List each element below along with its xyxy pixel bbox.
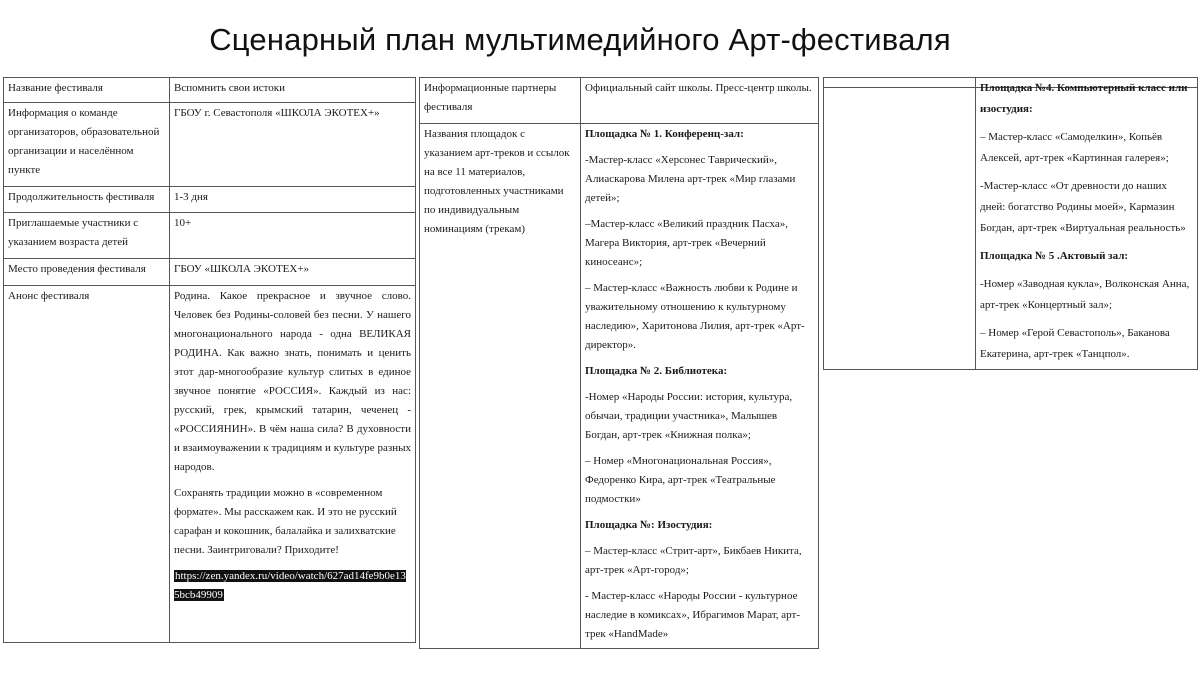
venue-item: – Мастер-класс «Стрит-арт», Бикбаев Никита, арт-трек «Арт-город»; — [585, 545, 802, 576]
table-row — [420, 124, 819, 649]
page-title: Сценарный план мультимедийного Арт-фестиваля — [209, 22, 951, 57]
venues-list — [976, 82, 1198, 370]
venues-table-continued — [823, 77, 1198, 370]
video-link[interactable]: https://zen.yandex.ru/video/watch/627ad14fe9b0e135bcb49909 — [174, 570, 406, 601]
row-value: Официальный сайт школы. Пресс-центр школы. — [581, 78, 819, 124]
table-row — [824, 88, 1198, 370]
announce-paragraph: Родина. Какое прекрасное и звучное слово. Человек без Родины-соловей без песни. У нашего многонационального народа - одна ВЕЛИКАЯ РОДИНА. Как важно знать, понимать и ценить этот дар-многообразие культур слитых в единое звучное понятие «РОССИЯ». Каждый из нас: русский, грек, крымский татарин, чеченец - «РОССИЯНИН». В чём наша сила? В духовности и взаимоуважении к традициям и культуре разных народов. — [174, 290, 411, 473]
venue-heading: Площадка №4. Компьютерный класс или изостудия: — [980, 82, 1188, 115]
venue-item: -Номер «Народы России: история, культура, обычаи, традиции участника», Малышев Богдан, арт-трек «Книжная полка»; — [585, 391, 793, 441]
empty-cell — [824, 88, 976, 370]
table-row — [4, 187, 416, 213]
empty-cell — [824, 78, 976, 88]
announce-paragraph: Сохранять традиции можно в «современном формате». Мы расскажем как. И это не русский сарафан и кокошник, балалайка и залихватские песни. Заинтриговали? Приходите! — [174, 487, 397, 556]
table-row — [4, 103, 416, 187]
row-value: 10+ — [170, 213, 416, 259]
row-label: Анонс фестиваля — [4, 286, 170, 643]
venues-list — [581, 124, 819, 649]
venue-heading: Площадка № 2. Библиотека: — [585, 365, 728, 377]
venue-item: -Мастер-класс «От древности до наших дней: богатство Родины моей», Кармазин Богдан, арт-трек «Виртуальная реальность» — [980, 180, 1186, 234]
venue-item: -Номер «Заводная кукла», Волконская Анна, арт-трек «Концертный зал»; — [980, 278, 1190, 311]
venue-heading: Площадка №: Изостудия: — [585, 519, 713, 531]
venue-item: –Мастер-класс «Великий праздник Пасха», Магера Виктория, арт-трек «Вечерний киносеанс»; — [585, 218, 789, 268]
table-row — [4, 213, 416, 259]
venue-item: – Мастер-класс «Самоделкин», Копьёв Алексей, арт-трек «Картинная галерея»; — [980, 131, 1169, 164]
announce-text — [170, 286, 416, 643]
venue-heading: Площадка № 1. Конференц-зал: — [585, 128, 744, 140]
row-value: Вспомнить свои истоки — [170, 78, 416, 103]
venue-item: – Номер «Многонациональная Россия», Федоренко Кира, арт-трек «Театральные подмостки» — [585, 455, 776, 505]
row-label: Информационные партнеры фестиваля — [420, 78, 581, 124]
row-value: 1-3 дня — [170, 187, 416, 213]
announce-link-wrap — [174, 567, 411, 605]
venue-item: – Мастер-класс «Важность любви к Родине и уважительному отношению к культурному наследию», Харитонова Лилия, арт-трек «Арт-директор». — [585, 282, 805, 351]
row-label: Названия площадок с указанием арт-треков и ссылок на все 11 материалов, подготовленных участниками по индивидуальным номинациям (трекам) — [420, 124, 581, 649]
venue-item: -Мастер-класс «Херсонес Таврический», Алиаскарова Милена арт-трек «Мир глазами детей»; — [585, 154, 796, 204]
row-value: ГБОУ «ШКОЛА ЭКОТЕХ+» — [170, 259, 416, 286]
venue-heading: Площадка № 5 .Актовый зал: — [980, 250, 1129, 262]
table-row — [4, 286, 416, 643]
table-row — [420, 78, 819, 124]
row-label: Название фестиваля — [4, 78, 170, 103]
venue-item: – Номер «Герой Севастополь», Баканова Екатерина, арт-трек «Танцпол». — [980, 327, 1170, 360]
row-label: Продолжительность фестиваля — [4, 187, 170, 213]
venue-item: - Мастер-класс «Народы России - культурное наследие в комиксах», Ибрагимов Марат, арт-трек «HandMade» — [585, 590, 801, 640]
row-label: Приглашаемые участники с указанием возраста детей — [4, 213, 170, 259]
table-row — [4, 78, 416, 103]
festival-info-table — [3, 77, 416, 643]
row-label: Информация о команде организаторов, образовательной организации и населённом пункте — [4, 103, 170, 187]
row-value: ГБОУ г. Севастополя «ШКОЛА ЭКОТЕХ+» — [170, 103, 416, 187]
table-row — [4, 259, 416, 286]
venues-table — [419, 77, 819, 649]
row-label: Место проведения фестиваля — [4, 259, 170, 286]
